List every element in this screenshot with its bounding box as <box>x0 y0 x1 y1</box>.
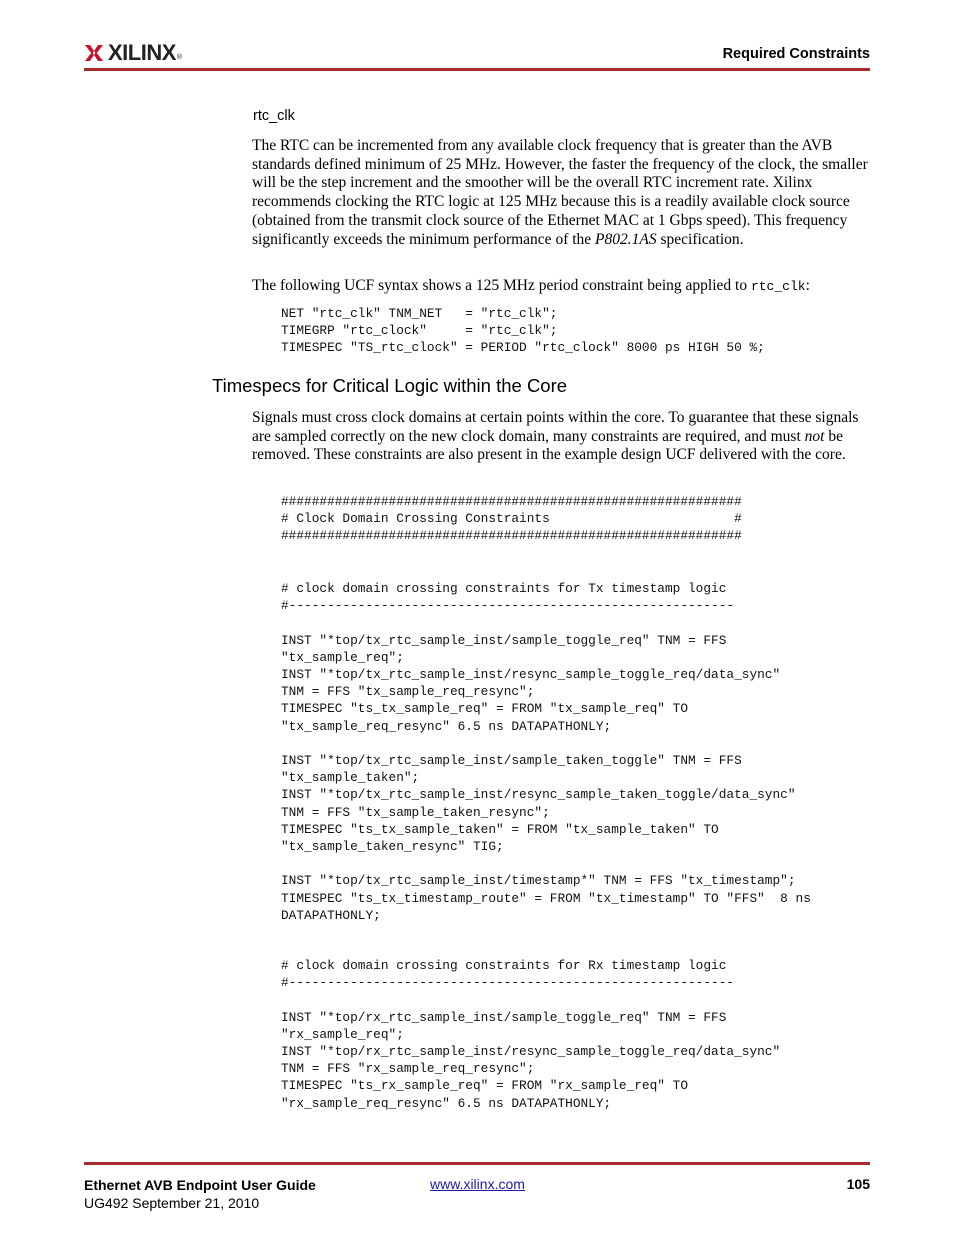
footer-doc-id: UG492 September 21, 2010 <box>84 1195 260 1211</box>
footer-doc-info <box>84 1176 316 1212</box>
spec-name: P802.1AS <box>595 230 657 248</box>
emphasis-not: not <box>804 427 825 445</box>
page-number: 105 <box>846 1176 870 1192</box>
logo-text: XILINX <box>108 40 176 65</box>
ucf-code-banner: ############################################################ # Clock Domain Crossing Constraints # ############################################################ <box>281 494 742 544</box>
ucf-code-tx-constraints: # clock domain crossing constraints for Tx timestamp logic #---------------------------------------------------------- INST "*top/tx_rtc_sample_inst/sample_toggle_req" TNM = FFS "tx_sample_req"; INST "*top/tx_rtc_sample_inst/resync_sample_toggle_req/data_sync" TNM = FFS "tx_sample_req_resync"; TIMESPEC "ts_tx_sample_req" = FROM "tx_sample_req" TO "tx_sample_req_resync" 6.5 ns DATAPATHONLY; INST "*top/tx_rtc_sample_inst/sample_taken_toggle" TNM = FFS "tx_sample_taken"; INST "*top/tx_rtc_sample_inst/resync_sample_taken_toggle/data_sync" TNM = FFS "tx_sample_taken_resync"; TIMESPEC "ts_tx_sample_taken" = FROM "tx_sample_taken" TO "tx_sample_taken_resync" TIG; INST "*top/tx_rtc_sample_inst/timestamp*" TNM = FFS "tx_timestamp"; TIMESPEC "ts_tx_timestamp_route" = FROM "tx_timestamp" TO "FFS" 8 ns DATAPATHONLY; <box>281 581 811 923</box>
footer-website-link[interactable]: www.xilinx.com <box>430 1176 525 1192</box>
header-rule <box>84 68 870 71</box>
rtc-paragraph-1: The RTC can be incremented from any available clock frequency that is greater than the AVB standards defined minimum of 25 MHz. However, the faster the frequency of the clock, the smaller will be the step increment and the smoother will be the overall RTC increment rate. Xilinx recommends clocking the RTC logic at 125 MHz because this is a readily available clock source (obtained from the transmit clock source of the Ethernet MAC at 1 Gbps speed). This frequency significantly exceeds the minimum performance of the P802.1AS specification. <box>252 137 868 248</box>
timespecs-paragraph: Signals must cross clock domains at certain points within the core. To guarantee that these signals are sampled correctly on the new clock domain, many constraints are required, and must not be removed. These constraints are also present in the example design UCF delivered with the core. <box>252 409 859 464</box>
rtc-paragraph-2: The following UCF syntax shows a 125 MHz period constraint being applied to rtc_clk: <box>252 277 810 294</box>
footer-guide-title: Ethernet AVB Endpoint User Guide <box>84 1177 316 1193</box>
xilinx-x-icon <box>84 43 104 63</box>
rtc-clk-heading: rtc_clk <box>253 108 295 124</box>
xilinx-logo <box>84 41 182 65</box>
ucf-code-rtc-clk: NET "rtc_clk" TNM_NET = "rtc_clk"; TIMEGRP "rtc_clock" = "rtc_clk"; TIMESPEC "TS_rtc_clock" = PERIOD "rtc_clock" 8000 ps HIGH 50 %; <box>281 306 765 356</box>
ucf-code-rx-constraints: # clock domain crossing constraints for Rx timestamp logic #---------------------------------------------------------- INST "*top/rx_rtc_sample_inst/sample_toggle_req" TNM = FFS "rx_sample_req"; INST "*top/rx_rtc_sample_inst/resync_sample_toggle_req/data_sync" TNM = FFS "rx_sample_req_resync"; TIMESPEC "ts_rx_sample_req" = FROM "rx_sample_req" TO "rx_sample_req_resync" 6.5 ns DATAPATHONLY; <box>281 958 781 1111</box>
logo-registered-mark: ® <box>176 54 183 61</box>
footer-rule <box>84 1162 870 1165</box>
inline-code-rtc-clk: rtc_clk <box>750 279 806 294</box>
running-header-title: Required Constraints <box>722 46 870 62</box>
timespecs-heading: Timespecs for Critical Logic within the Core <box>212 375 568 396</box>
